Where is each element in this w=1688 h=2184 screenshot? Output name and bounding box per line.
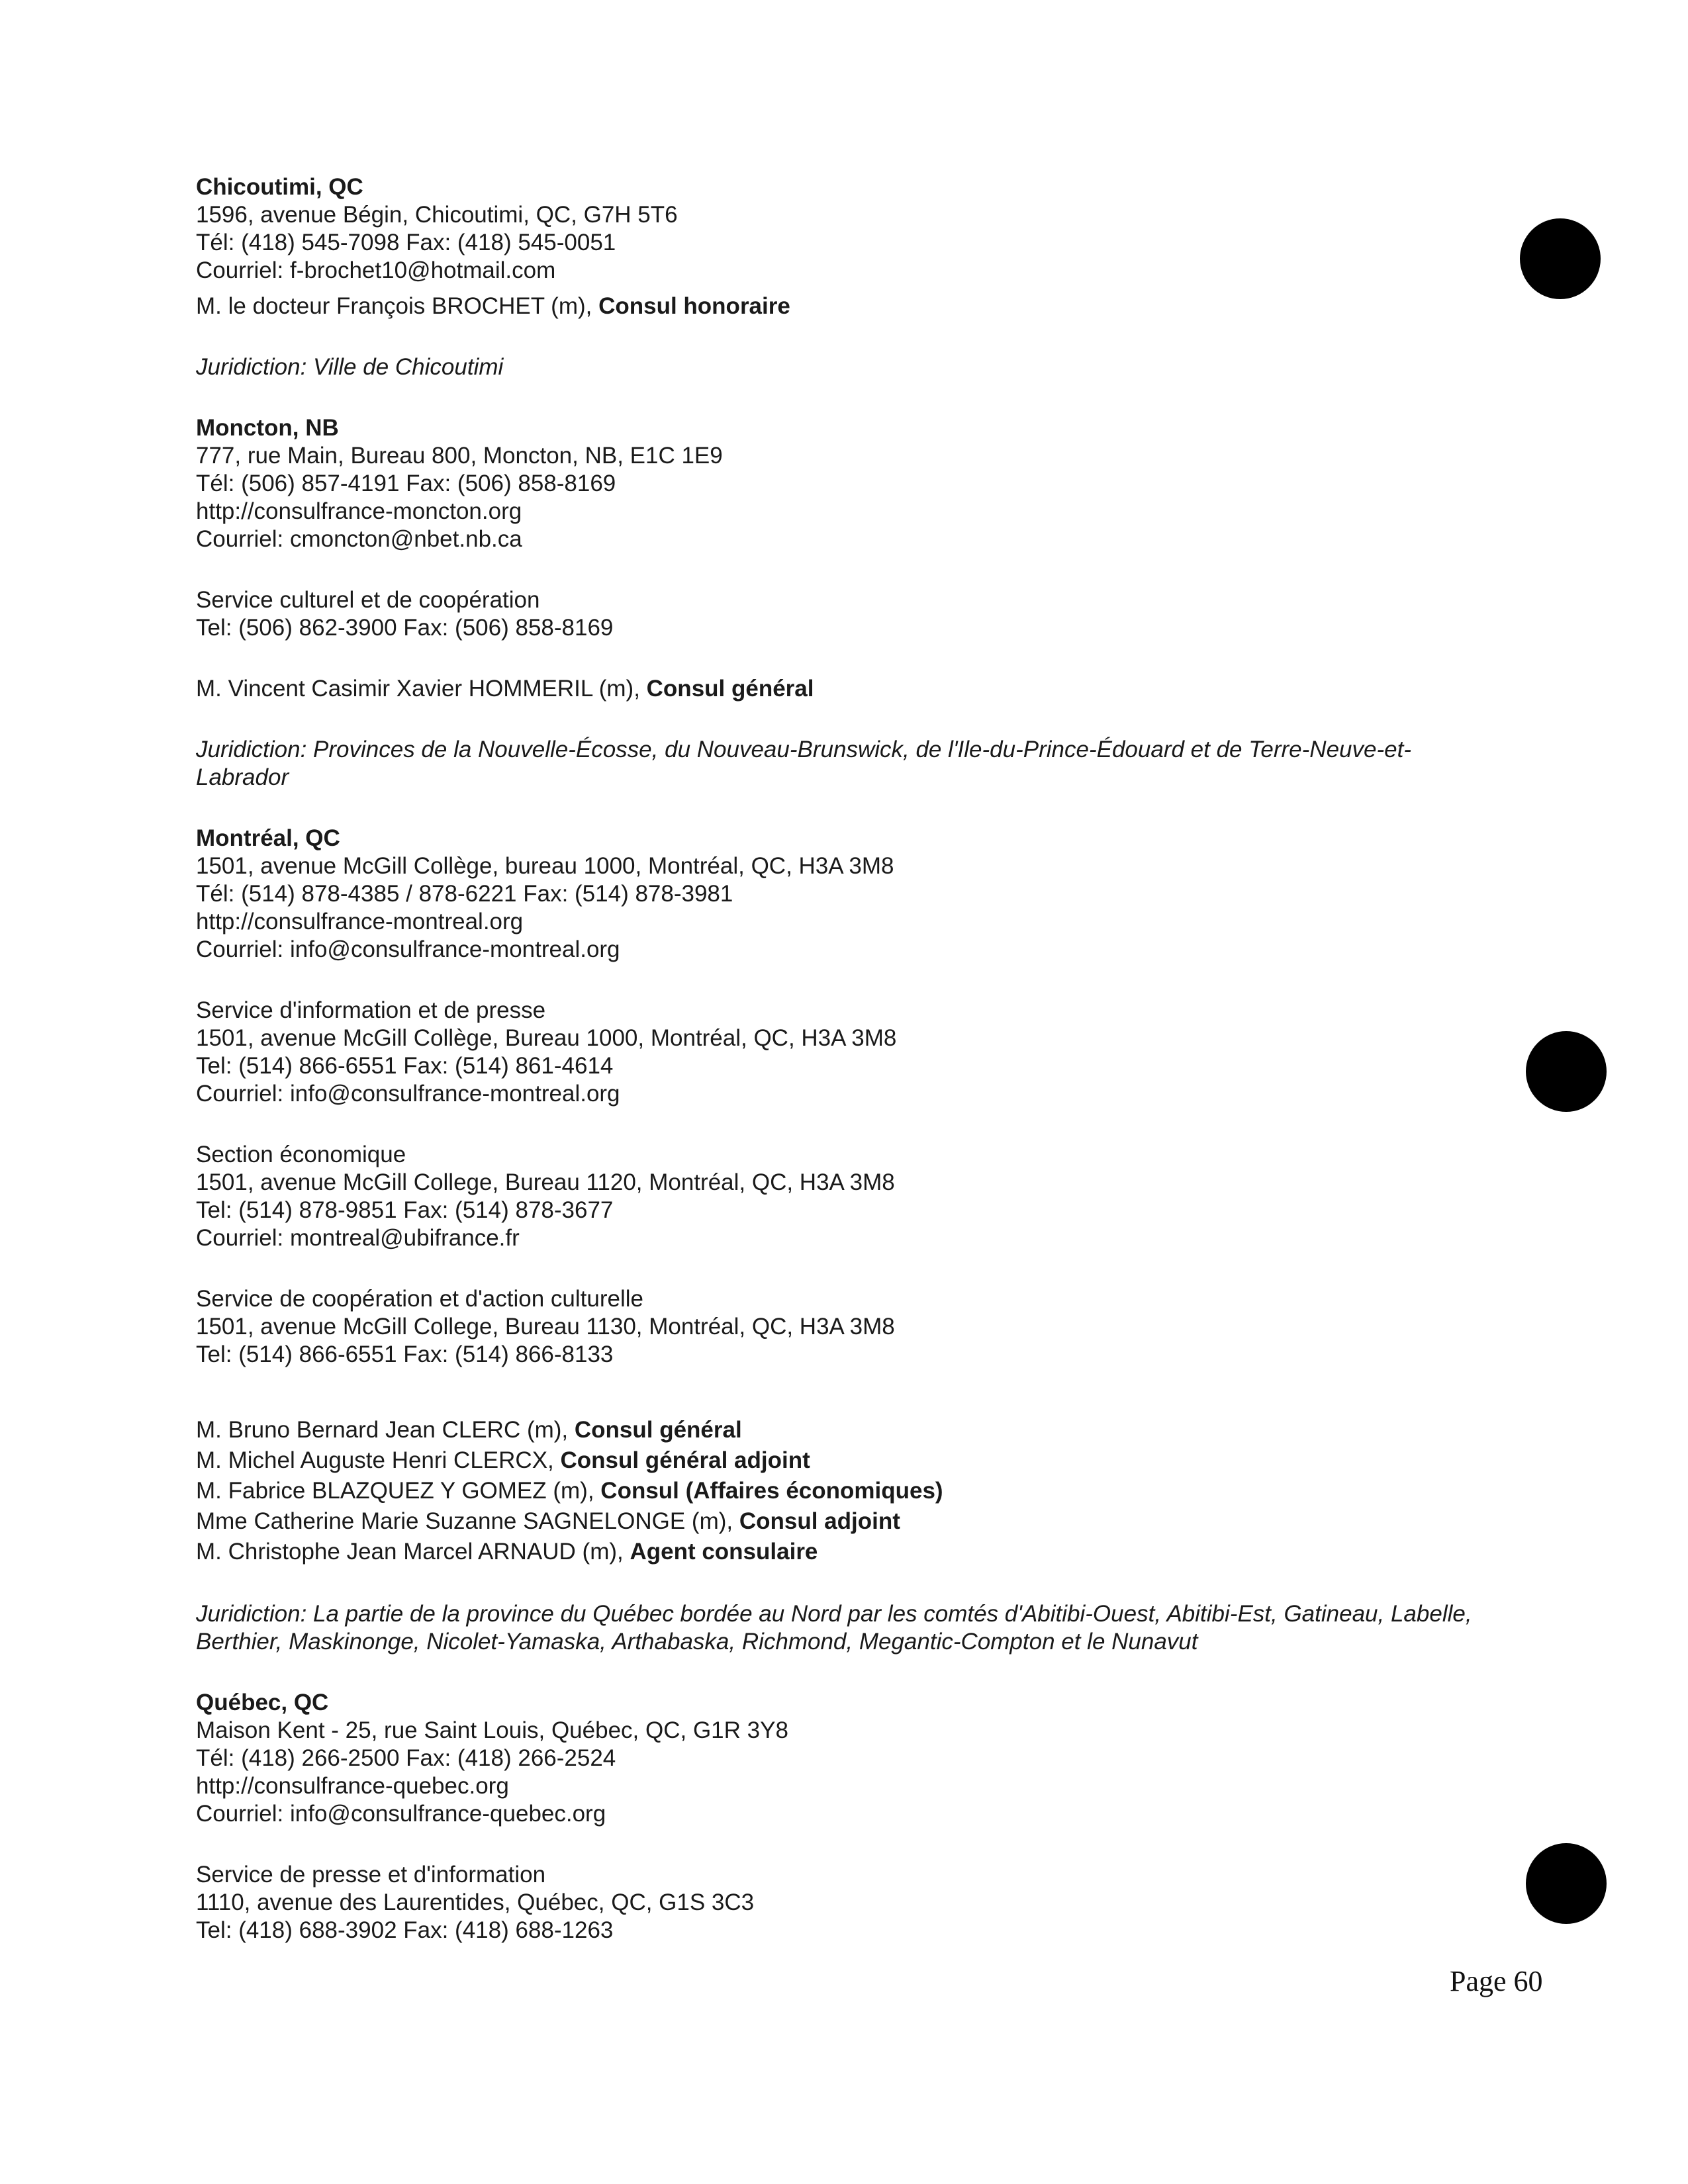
staff-title: Consul général adjoint: [560, 1447, 810, 1473]
phone-fax: Tél: (418) 545-7098 Fax: (418) 545-0051: [196, 230, 616, 255]
staff-title: Consul adjoint: [739, 1508, 900, 1534]
service-address: 1501, avenue McGill College, Bureau 1130, Montréal, QC, H3A 3M8: [196, 1314, 895, 1340]
website: http://consulfrance-montreal.org: [196, 909, 524, 934]
service-phone-fax: Tel: (506) 862-3900 Fax: (506) 858-8169: [196, 615, 614, 641]
service-phone-fax: Tel: (514) 878-9851 Fax: (514) 878-3677: [196, 1197, 614, 1223]
service-name: Service de presse et d'information: [196, 1862, 546, 1888]
staff-name: M. Vincent Casimir Xavier HOMMERIL (m),: [196, 676, 647, 702]
address: 1501, avenue McGill Collège, bureau 1000, Montréal, QC, H3A 3M8: [196, 853, 894, 879]
staff-name: M. le docteur François BROCHET (m),: [196, 293, 599, 319]
staff-entry: [196, 675, 1520, 703]
staff-name: M. Christophe Jean Marcel ARNAUD (m),: [196, 1539, 630, 1565]
page-number: Page 60: [1450, 1965, 1543, 1997]
document-body: [196, 173, 1520, 1978]
service-name: Service culturel et de coopération: [196, 587, 540, 613]
staff-name: M. Bruno Bernard Jean CLERC (m),: [196, 1417, 575, 1443]
staff-entry: [196, 1537, 1520, 1567]
email: Courriel: cmoncton@nbet.nb.ca: [196, 526, 522, 552]
address: Maison Kent - 25, rue Saint Louis, Québec, QC, G1R 3Y8: [196, 1717, 788, 1743]
staff-title: Consul (Affaires économiques): [600, 1478, 943, 1504]
service-phone-fax: Tel: (514) 866-6551 Fax: (514) 866-8133: [196, 1342, 614, 1367]
staff-name: M. Michel Auguste Henri CLERCX,: [196, 1447, 561, 1473]
email: Courriel: info@consulfrance-montreal.org: [196, 936, 620, 962]
punch-hole-bottom: [1526, 1843, 1607, 1924]
punch-hole-top: [1520, 218, 1601, 299]
section-heading: Moncton, NB: [196, 415, 339, 441]
jurisdiction: Juridiction: Provinces de la Nouvelle-Écosse, du Nouveau-Brunswick, de l'Ile-du-Prince-Édouard et de Terre-Neuve-et-Labrador: [196, 737, 1411, 790]
phone-fax: Tél: (506) 857-4191 Fax: (506) 858-8169: [196, 471, 616, 496]
staff-title: Consul général: [574, 1417, 742, 1443]
website: http://consulfrance-quebec.org: [196, 1773, 509, 1799]
address: 777, rue Main, Bureau 800, Moncton, NB, E1C 1E9: [196, 443, 723, 469]
phone-fax: Tél: (418) 266-2500 Fax: (418) 266-2524: [196, 1745, 616, 1771]
montreal-section: [196, 825, 1520, 1656]
website: http://consulfrance-moncton.org: [196, 498, 522, 524]
punch-hole-middle: [1526, 1031, 1607, 1112]
email: Courriel: info@consulfrance-quebec.org: [196, 1801, 606, 1827]
staff-entry: [196, 1506, 1520, 1537]
staff-title: Agent consulaire: [630, 1539, 818, 1565]
service-address: 1501, avenue McGill College, Bureau 1120, Montréal, QC, H3A 3M8: [196, 1169, 895, 1195]
service-address: 1110, avenue des Laurentides, Québec, QC, G1S 3C3: [196, 1889, 755, 1915]
moncton-section: [196, 414, 1520, 792]
section-heading: Québec, QC: [196, 1690, 329, 1715]
staff-entry: [196, 1476, 1520, 1506]
service-name: Service d'information et de presse: [196, 997, 546, 1023]
staff-title: Consul honoraire: [598, 293, 790, 319]
chicoutimi-section: [196, 173, 1520, 381]
email: Courriel: f-brochet10@hotmail.com: [196, 257, 556, 283]
jurisdiction: Juridiction: Ville de Chicoutimi: [196, 354, 504, 380]
staff-title: Consul général: [646, 676, 814, 702]
staff-entry: [196, 293, 1520, 320]
staff-list: [196, 1415, 1520, 1567]
staff-name: M. Fabrice BLAZQUEZ Y GOMEZ (m),: [196, 1478, 601, 1504]
jurisdiction: Juridiction: La partie de la province du Québec bordée au Nord par les comtés d'Abitibi-Ouest, Abitibi-Est, Gatineau, Labelle, Berthier, Maskinonge, Nicolet-Yamaska, Arthabaska, Richmond, Megantic-Compton et le Nunavut: [196, 1601, 1472, 1655]
staff-name: Mme Catherine Marie Suzanne SAGNELONGE (m),: [196, 1508, 739, 1534]
section-heading: Montréal, QC: [196, 825, 340, 851]
staff-entry: [196, 1445, 1520, 1476]
quebec-section: [196, 1689, 1520, 1944]
service-name: Service de coopération et d'action culturelle: [196, 1286, 643, 1312]
service-email: Courriel: info@consulfrance-montreal.org: [196, 1081, 620, 1107]
phone-fax: Tél: (514) 878-4385 / 878-6221 Fax: (514) 878-3981: [196, 881, 733, 907]
address: 1596, avenue Bégin, Chicoutimi, QC, G7H 5T6: [196, 202, 678, 228]
service-address: 1501, avenue McGill Collège, Bureau 1000, Montréal, QC, H3A 3M8: [196, 1025, 897, 1051]
staff-entry: [196, 1415, 1520, 1445]
service-phone-fax: Tel: (514) 866-6551 Fax: (514) 861-4614: [196, 1053, 614, 1079]
service-email: Courriel: montreal@ubifrance.fr: [196, 1225, 520, 1251]
service-name: Section économique: [196, 1142, 406, 1167]
section-heading: Chicoutimi, QC: [196, 174, 363, 200]
service-phone-fax: Tel: (418) 688-3902 Fax: (418) 688-1263: [196, 1917, 614, 1943]
